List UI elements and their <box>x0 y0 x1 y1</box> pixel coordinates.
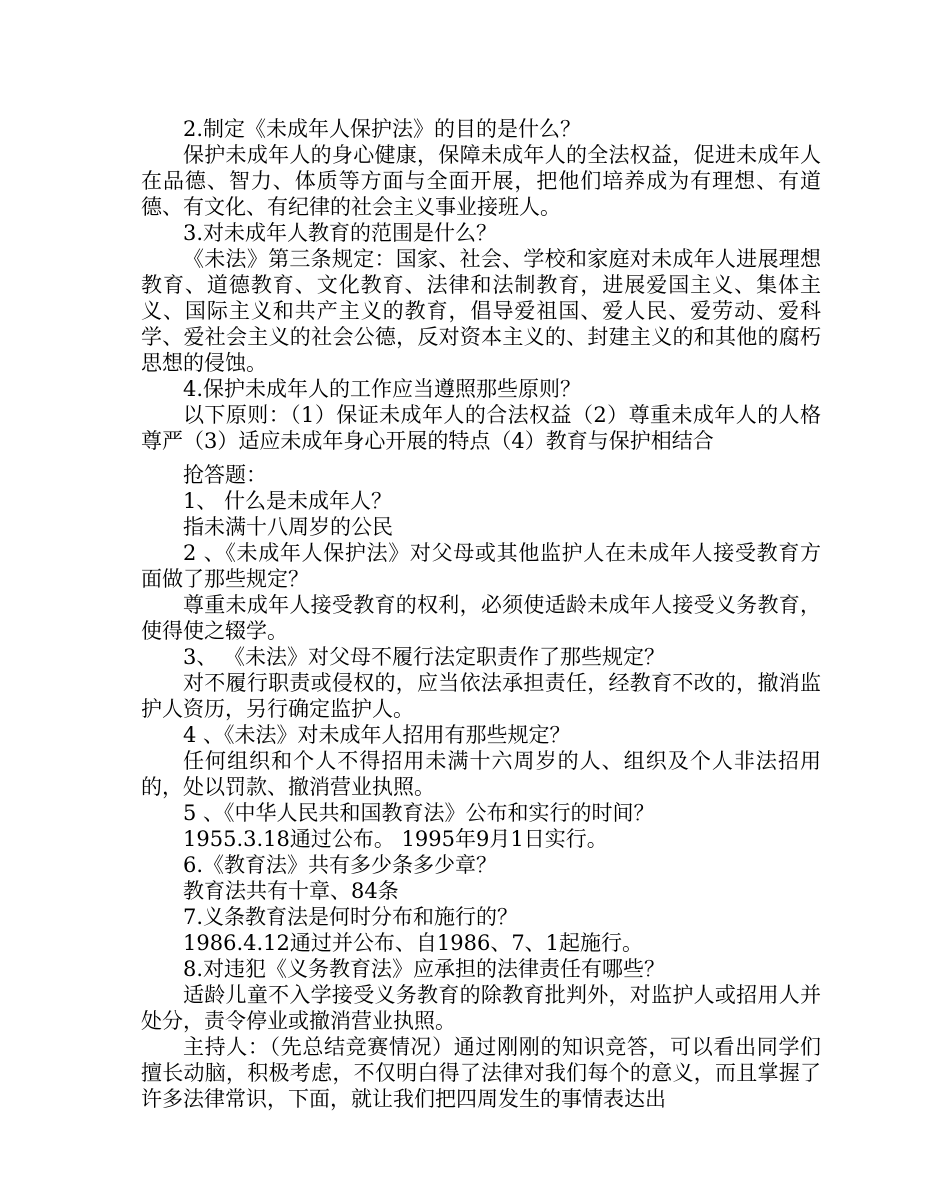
answer-3-text: 《未法》第三条规定：国家、社会、学校和家庭对未成年人进展理想教育、道德教育、文化教育、法律和法制教育，进展爱国主义、集体主义、国际主义和共产主义的教育，倡导爱祖国、爱人民、爱劳动、爱科学、爱社会主义的社会公德，反对资本主义的、封建主义的和其他的腐朽思想的侵蚀。 <box>141 247 821 375</box>
answer-4-text: 以下原则：（1）保证未成年人的合法权益（2）尊重未成年人的人格尊严（3）适应未成年身心开展的特点（4）教育与保护相结合 <box>141 403 821 453</box>
quick-answer-2: 尊重未成年人接受教育的权利，必须使适龄未成年人接受义务教育，使得使之辍学。 <box>141 593 821 643</box>
quick-answer-7: 1986.4.12通过并公布、自1986、7、1起施行。 <box>183 931 644 955</box>
host-summary-text: 主持人：（先总结竞赛情况）通过刚刚的知识竞答，可以看出同学们擅长动脑，积极考虑，不仅明白得了法律对我们每个的意义，而且掌握了许多法律常识，下面，就让我们把四周发生的事情表达出 <box>141 1035 821 1111</box>
quick-question-5: 5 、《中华人民共和国教育法》公布和实行的时间？ <box>183 801 655 825</box>
document-body <box>141 116 821 1112</box>
quick-answer-heading: 抢答题： <box>183 463 267 487</box>
question-3-heading: 3.对未成年人教育的范围是什么？ <box>183 221 498 245</box>
quick-question-1: 1、 什么是未成年人？ <box>183 489 393 513</box>
question-4-heading: 4.保护未成年人的工作应当遵照那些原则？ <box>183 377 582 401</box>
quick-question-3: 3、 《未法》对父母不履行法定职责作了那些规定？ <box>183 645 666 669</box>
answer-2-text: 保护未成年人的身心健康，保障未成年人的全法权益，促进未成年人在品德、智力、体质等方面与全面开展，把他们培养成为有理想、有道德、有文化、有纪律的社会主义事业接班人。 <box>141 143 821 219</box>
quick-answer-5: 1955.3.18通过公布。 1995年9月1日实行。 <box>183 827 608 851</box>
question-2-heading: 2.制定《未成年人保护法》的目的是什么？ <box>183 117 582 141</box>
quick-question-8: 8.对违犯《义务教育法》应承担的法律责任有哪些？ <box>183 957 666 981</box>
quick-question-7: 7.义条教育法是何时分布和施行的？ <box>183 905 519 929</box>
quick-answer-6: 教育法共有十章、84条 <box>183 879 399 903</box>
quick-question-2: 2 、《未成年人保护法》对父母或其他监护人在未成年人接受教育方面做了那些规定？ <box>141 541 821 591</box>
quick-answer-8: 适龄儿童不入学接受义务教育的除教育批判外，对监护人或招用人并处分，责令停业或撤消营业执照。 <box>141 983 821 1033</box>
quick-answer-1: 指未满十八周岁的公民 <box>183 515 393 539</box>
quick-question-6: 6.《教育法》共有多少条多少章？ <box>183 853 498 877</box>
quick-question-4: 4 、《未法》对未成年人招用有那些规定？ <box>183 723 571 747</box>
quick-answer-3: 对不履行职责或侵权的，应当依法承担责任，经教育不改的，撤消监护人资历，另行确定监护人。 <box>141 671 821 721</box>
quick-answer-4: 任何组织和个人不得招用未满十六周岁的人、组织及个人非法招用的，处以罚款、撤消营业执照。 <box>141 749 821 799</box>
